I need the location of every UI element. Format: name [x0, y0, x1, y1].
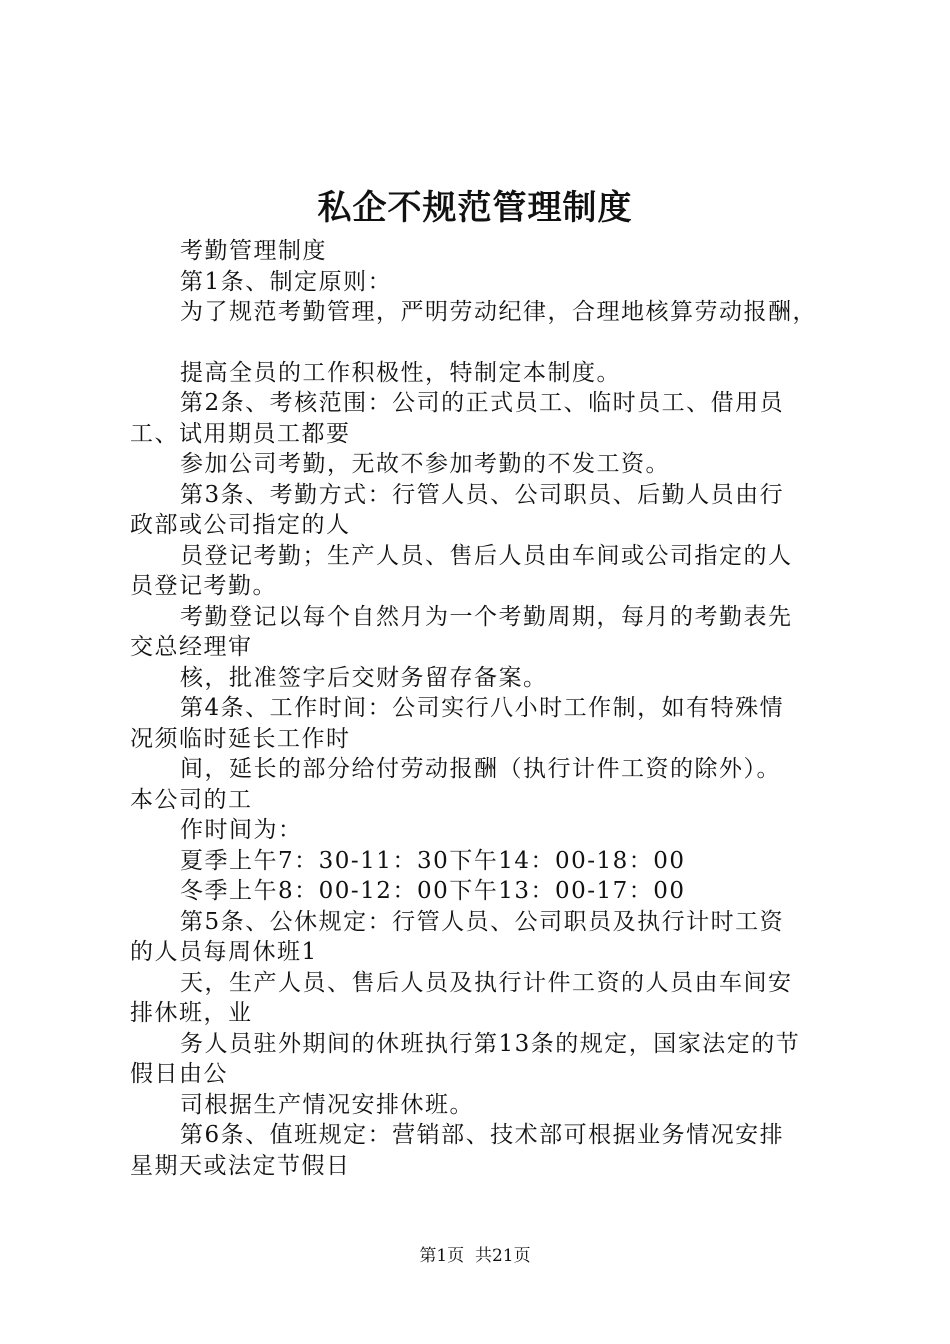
body-line: 考勤管理制度 [180, 238, 327, 264]
body-line: 作时间为： [180, 817, 303, 843]
body-line: 司根据生产情况安排休班。 [180, 1091, 474, 1118]
body-line: 提高全员的工作积极性，特制定本制度。 [180, 359, 621, 386]
page-footer: 第1页 共21页 [419, 1246, 531, 1266]
body-line: 况须临时延长工作时 [130, 725, 351, 752]
body-line: 第4条、工作时间：公司实行八小时工作制，如有特殊情 [180, 695, 785, 721]
body-line: 政部或公司指定的人 [130, 512, 351, 538]
body-line: 交总经理审 [130, 634, 253, 660]
body-line: 员登记考勤。 [130, 573, 277, 599]
body-line: 间，延长的部分给付劳动报酬（执行计件工资的除外）。 [180, 756, 781, 782]
body-line: 核，批准签字后交财务留存备案。 [180, 664, 548, 691]
body-line: 第1条、制定原则： [180, 268, 393, 295]
document-title: 私企不规范管理制度 [317, 188, 633, 228]
body-line: 考勤登记以每个自然月为一个考勤周期，每月的考勤表先 [180, 603, 793, 630]
body-line: 星期天或法定节假日 [130, 1152, 351, 1179]
body-line: 第5条、公休规定：行管人员、公司职员及执行计时工资 [180, 908, 785, 935]
body-line: 务人员驻外期间的休班执行第13条的规定，国家法定的节 [180, 1030, 801, 1057]
body-line: 第3条、考勤方式：行管人员、公司职员、后勤人员由行 [180, 481, 785, 508]
document-body [130, 236, 840, 1181]
body-line: 第2条、考核范围：公司的正式员工、临时员工、借用员 [180, 390, 785, 416]
body-line: 工、试用期员工都要 [130, 420, 351, 447]
body-line: 夏季上午7：30-11：30下午14：00-18：00 [180, 847, 686, 874]
body-line: 假日由公 [130, 1061, 228, 1087]
body-line: 参加公司考勤，无故不参加考勤的不发工资。 [180, 451, 670, 477]
body-line: 第6条、值班规定：营销部、技术部可根据业务情况安排 [180, 1122, 785, 1148]
body-line: 天，生产人员、售后人员及执行计件工资的人员由车间安 [180, 969, 793, 996]
body-line: 为了规范考勤管理，严明劳动纪律，合理地核算劳动报酬， [180, 299, 817, 325]
body-line: 本公司的工 [130, 786, 253, 813]
body-line: 冬季上午8：00-12：00下午13：00-17：00 [180, 878, 686, 904]
body-line: 员登记考勤；生产人员、售后人员由车间或公司指定的人 [180, 542, 793, 569]
body-line: 的人员每周休班1 [130, 939, 318, 965]
body-line: 排休班，业 [130, 1000, 253, 1026]
